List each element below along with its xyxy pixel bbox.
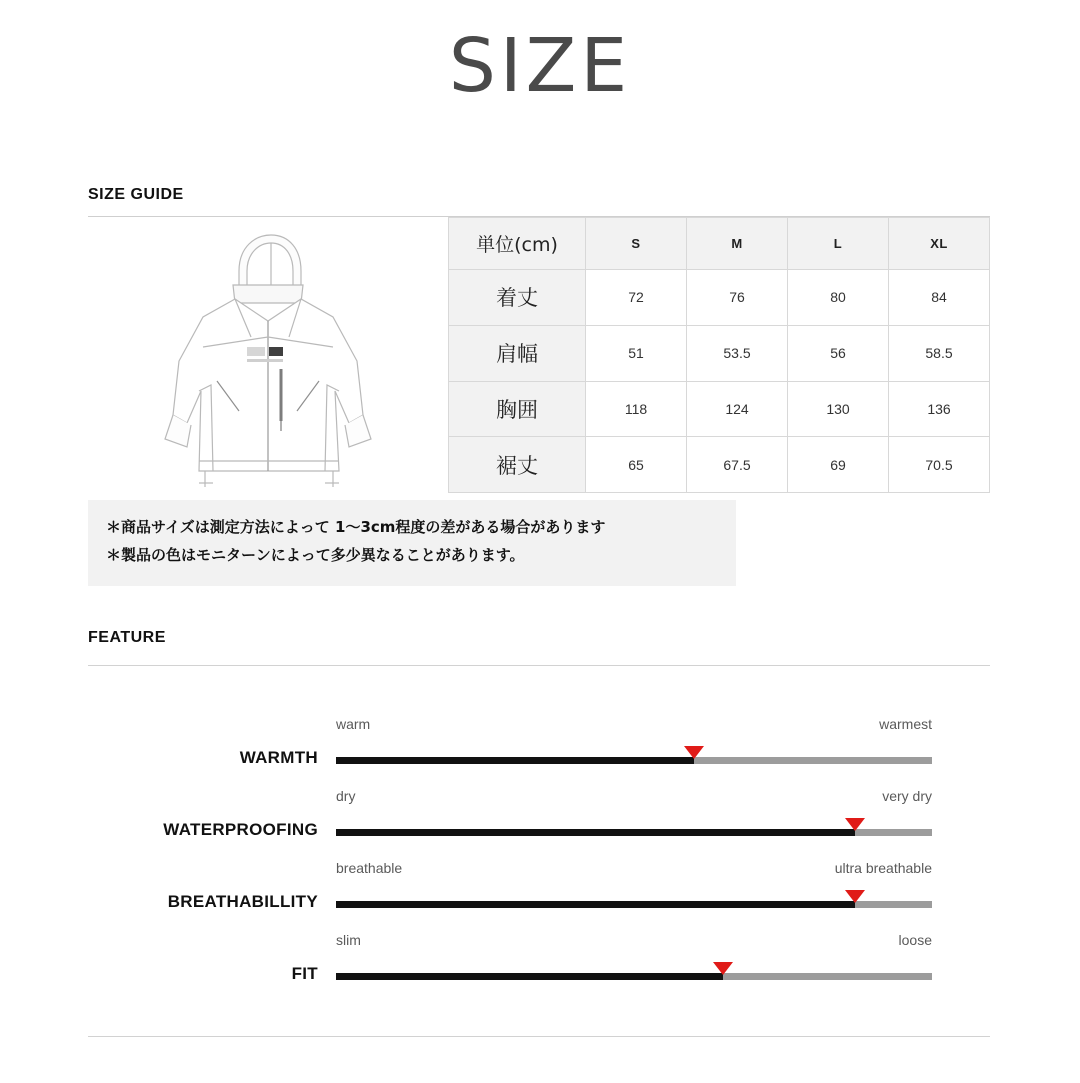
cell-hem-xl: 70.5 xyxy=(889,437,990,493)
feature-bar-track xyxy=(336,973,932,980)
cell-hem-s: 65 xyxy=(586,437,687,493)
cell-length-m: 76 xyxy=(687,270,788,326)
size-guide-section xyxy=(88,186,990,493)
feature-bar-left-label: breathable xyxy=(336,860,403,876)
size-guide-body xyxy=(88,216,990,493)
cell-chest-l: 130 xyxy=(788,381,889,437)
table-row xyxy=(449,437,990,493)
column-header-l: L xyxy=(788,218,889,270)
cell-hem-l: 69 xyxy=(788,437,889,493)
feature-bar-right-label: warmest xyxy=(879,716,932,732)
feature-bar-endpoints xyxy=(336,788,932,804)
row-label-chest: 胸囲 xyxy=(449,381,586,437)
feature-bar-breathability xyxy=(88,844,990,916)
feature-bar-area xyxy=(336,860,932,916)
table-row xyxy=(449,325,990,381)
cell-shoulder-l: 56 xyxy=(788,325,889,381)
feature-bar-right-label: very dry xyxy=(882,788,932,804)
feature-bar-marker-icon xyxy=(684,746,704,759)
feature-bar-track xyxy=(336,829,932,836)
feature-bar-left-label: dry xyxy=(336,788,356,804)
feature-bar-waterproofing xyxy=(88,772,990,844)
feature-bar-marker-icon xyxy=(845,890,865,903)
column-header-xl: XL xyxy=(889,218,990,270)
feature-bar-right-label: ultra breathable xyxy=(834,860,932,876)
feature-bar-endpoints xyxy=(336,716,932,732)
feature-heading: FEATURE xyxy=(88,629,166,646)
feature-bar-label: WARMTH xyxy=(239,748,318,767)
cell-length-l: 80 xyxy=(788,270,889,326)
feature-bar-label: FIT xyxy=(291,964,318,983)
cell-shoulder-xl: 58.5 xyxy=(889,325,990,381)
cell-shoulder-m: 53.5 xyxy=(687,325,788,381)
cell-length-s: 72 xyxy=(586,270,687,326)
feature-bar-warmth xyxy=(88,700,990,772)
cell-hem-m: 67.5 xyxy=(687,437,788,493)
table-header-row xyxy=(449,218,990,270)
feature-bar-fill xyxy=(336,757,694,764)
feature-bar-area xyxy=(336,716,932,772)
feature-bar-right-label: loose xyxy=(898,932,932,948)
feature-bar-endpoints xyxy=(336,932,932,948)
feature-bar-left-label: slim xyxy=(336,932,361,948)
bottom-divider xyxy=(88,1036,990,1037)
table-row xyxy=(449,270,990,326)
feature-bar-track xyxy=(336,901,932,908)
feature-bar-marker-icon xyxy=(713,962,733,975)
feature-bar-fit xyxy=(88,916,990,988)
cell-chest-s: 118 xyxy=(586,381,687,437)
page-title: SIZE xyxy=(448,23,632,109)
cell-length-xl: 84 xyxy=(889,270,990,326)
cell-shoulder-s: 51 xyxy=(586,325,687,381)
size-note-2: ＊製品の色はモニターンによって多少異なることがあります。 xyxy=(106,545,525,564)
size-notes xyxy=(88,500,736,586)
jacket-illustration xyxy=(88,217,448,493)
feature-divider xyxy=(88,665,990,666)
feature-section xyxy=(88,629,990,988)
column-header-s: S xyxy=(586,218,687,270)
row-label-length: 着丈 xyxy=(449,270,586,326)
feature-bar-track xyxy=(336,757,932,764)
cell-chest-xl: 136 xyxy=(889,381,990,437)
cell-chest-m: 124 xyxy=(687,381,788,437)
feature-bar-marker-icon xyxy=(845,818,865,831)
table-row xyxy=(449,381,990,437)
column-header-m: M xyxy=(687,218,788,270)
feature-bar-fill xyxy=(336,973,723,980)
feature-bar-fill xyxy=(336,829,855,836)
feature-bar-left-label: warm xyxy=(336,716,371,732)
size-guide-heading: SIZE GUIDE xyxy=(88,186,184,203)
size-guide-heading-wrap xyxy=(88,186,990,204)
feature-bar-area xyxy=(336,932,932,988)
feature-bar-endpoints xyxy=(336,860,932,876)
feature-bar-area xyxy=(336,788,932,844)
size-table xyxy=(448,217,990,493)
feature-bar-label: WATERPROOFING xyxy=(163,820,318,839)
row-label-shoulder: 肩幅 xyxy=(449,325,586,381)
feature-bar-label: BREATHABILLITY xyxy=(167,892,318,911)
feature-bars xyxy=(88,700,990,988)
unit-header: 単位(cm) xyxy=(449,218,586,270)
feature-bar-fill xyxy=(336,901,855,908)
feature-heading-wrap xyxy=(88,629,990,647)
size-note-1: ＊商品サイズは測定方法によって 1〜3cm程度の差がある場合があります xyxy=(106,518,606,536)
row-label-hem: 裾丈 xyxy=(449,437,586,493)
